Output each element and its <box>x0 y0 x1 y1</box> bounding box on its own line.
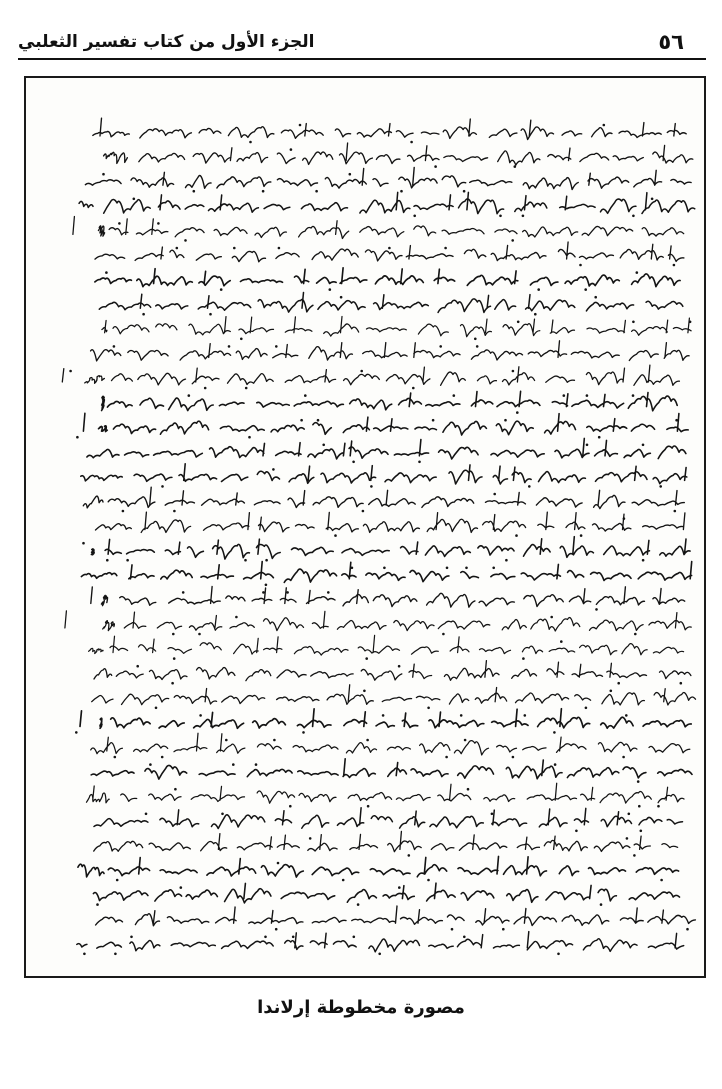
manuscript-handwriting-icon <box>56 114 712 984</box>
manuscript-line <box>89 635 684 660</box>
page-header <box>18 28 704 62</box>
manuscript-line <box>77 932 684 956</box>
manuscript-line <box>81 562 691 587</box>
manuscript-line <box>85 167 691 192</box>
manuscript-line <box>79 192 695 217</box>
manuscript-line <box>91 587 685 611</box>
manuscript-line <box>87 438 686 463</box>
manuscript-line <box>83 487 684 512</box>
manuscript-line <box>91 759 692 783</box>
manuscript-line <box>92 685 696 709</box>
manuscript-line <box>93 883 679 906</box>
manuscript-image-frame <box>24 76 706 978</box>
manuscript-line <box>73 217 684 242</box>
manuscript-line <box>76 413 688 438</box>
manuscript-line <box>91 341 690 361</box>
manuscript-line <box>99 293 683 316</box>
manuscript-line <box>82 537 690 562</box>
manuscript-line <box>94 831 678 856</box>
manuscript-line <box>95 242 684 266</box>
running-title: الجزء الأول من كتاب تفسير الثعلبي <box>18 32 315 52</box>
manuscript-line <box>87 783 685 807</box>
manuscript-line <box>104 143 693 168</box>
manuscript-line <box>95 268 680 291</box>
manuscript-line <box>102 391 678 414</box>
manuscript-line <box>102 317 691 341</box>
manuscript-line <box>75 709 691 734</box>
manuscript-line <box>91 733 690 758</box>
manuscript-line <box>62 365 679 389</box>
manuscript-line <box>81 464 687 488</box>
header-rule <box>18 58 706 60</box>
manuscript-line <box>96 906 696 931</box>
manuscript-line <box>94 661 691 685</box>
manuscript-line <box>96 512 685 537</box>
manuscript-line <box>93 118 686 143</box>
manuscript-line <box>78 856 679 881</box>
page-number: ٥٦ <box>658 30 684 54</box>
manuscript-line <box>65 611 691 635</box>
image-caption: مصورة مخطوطة إرلاندا <box>257 997 465 1018</box>
manuscript-line <box>94 808 683 832</box>
